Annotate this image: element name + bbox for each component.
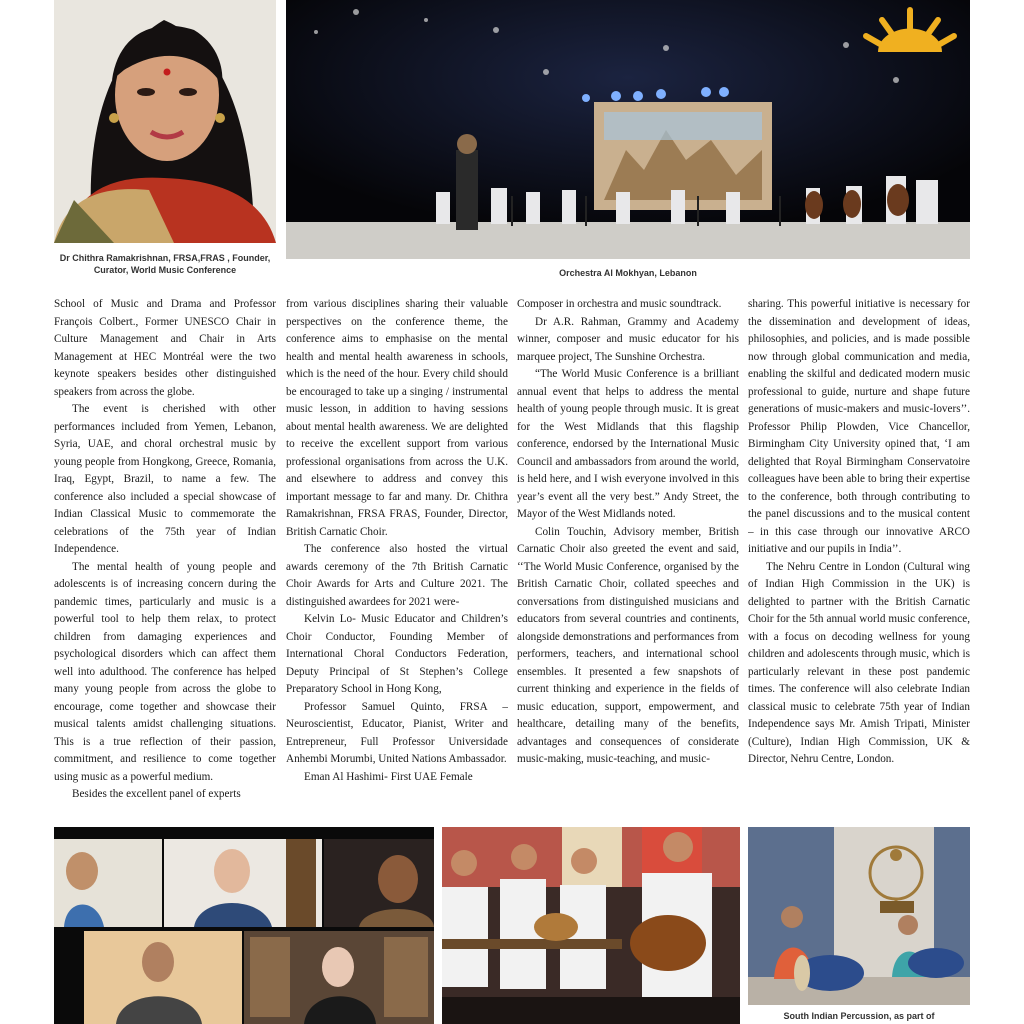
portrait-photo <box>54 0 276 243</box>
video-call-photo <box>54 827 434 1024</box>
article-paragraph: Besides the excellent panel of experts <box>72 788 241 800</box>
article-paragraph: Eman Al Hashimi- First UAE Female <box>304 770 473 783</box>
article-paragraph: Professor Samuel Quinto, FRSA – Neuroscientist, Educator, Pianist, Writer and Entrepreneur, Full Professor Universidade Anhembi Morumbi, United Nations Ambassador. <box>286 700 508 765</box>
orchestra-caption <box>286 268 970 280</box>
article-paragraph: from various disciplines sharing their valuable perspectives on the conference theme, the conference aims to emphasise on the mental health and mental health awareness in schools, which is the need of the hour. Every child should be encouraged to take up a singing / instrumental music lesson, in addition to having sessions about mental health awareness. We are delighted to receive the excellent support from various professional organisations from across the U.K. and elsewhere to address and convey this important message to far and many. Dr. Chithra Ramakrishnan, FRSA FRAS, Founder, Director, British Carnatic Choir. <box>286 298 508 538</box>
article-column-4 <box>748 296 970 816</box>
percussion-caption-text: South Indian Percussion, as part of <box>783 1011 935 1021</box>
percussion-photo <box>748 827 970 1005</box>
article-column-1 <box>54 296 276 816</box>
article-paragraph: Composer in orchestra and music soundtrack. <box>517 298 722 310</box>
orchestra-caption-text: Orchestra Al Mokhyan, Lebanon <box>559 268 697 278</box>
article-column-3 <box>517 296 739 816</box>
portrait-caption-text: Dr Chithra Ramakrishnan, FRSA,FRAS , Founder, Curator, World Music Conference <box>59 253 271 275</box>
article-paragraph: School of Music and Drama and Professor François Colbert., Former UNESCO Chair in Culture Management and Chair in Arts Management at HEC Montréal were the two keynote speakers besides other distinguished speakers from across the globe. <box>54 298 276 398</box>
article-paragraph: “The World Music Conference is a brilliant annual event that helps to address the mental health of young people through music. It is great for the West Midlands that this flagship conference, endorsed by the International Music Council and ambassadors from around the world, is held here, and I wish everyone involved in this year’s event all the very best.” Andy Street, the Mayor of the West Midlands noted. <box>517 368 739 520</box>
article-paragraph: The mental health of young people and adolescents is of increasing concern during the pandemic times, particularly and music is a powerful tool to help them relax, to protect children from damaging experiences and psychological disorders which can affect them well into adulthood. The conference has helped many young people from across the globe to encourage, come together and showcase their musical talents amidst challenging situations. This is a true reflection of their passion, commitment, and resilience to come together using music as a powerful medium. <box>54 560 276 783</box>
article-paragraph: The Nehru Centre in London (Cultural wing of Indian High Commission in the UK) is delighted to partner with the British Carnatic Choir for the 5th annual world music conference, with a focus on decoding wellness for young children and adolescents through music, which is particularly relevant in these post pandemic times. The conference will also celebrate Indian classical music to celebrate 75th year of Indian Independence says Mr. Amish Tripati, Minister (Culture), Indian High Commission, UK & Director, Nehru Centre, London. <box>748 560 970 765</box>
percussion-caption <box>748 1011 970 1023</box>
article-column-2 <box>286 296 508 816</box>
orchestra-photo <box>286 0 970 259</box>
portrait-caption <box>54 253 276 277</box>
article-paragraph: The event is cherished with other performances included from Yemen, Lebanon, Syria, UAE, and choral orchestral music by young people from Hongkong, Greece, Romania, Iraq, Egypt, Brazil, to name a few. The conference also included a special showcase of Indian Classical Music to commemorate the celebrations of the 75th year of Indian Independence. <box>54 403 276 555</box>
article-paragraph: Colin Touchin, Advisory member, British Carnatic Choir also greeted the event and said, ‘‘The World Music Conference, organised by the British Carnatic Choir, collated speeches and conversations from distinguished musicians and educators from several countries and continents, alongside demonstrations and performances from performers, teachers, and international school ensembles. It presented a few snapshots of current thinking and experience in the fields of music education, support, empowerment, and healthcare, detailing many of the benefits, advantages and consequences of considerate music-making, music-teaching, and music- <box>517 525 739 765</box>
article-paragraph: The conference also hosted the virtual awards ceremony of the 7th British Carnatic Choir Awards for Arts and Culture 2021. The distinguished awardees for 2021 were- <box>286 543 508 608</box>
article-paragraph: sharing. This powerful initiative is necessary for the dissemination and development of ideas, philosophies, and policies, and is made possible now through global communication and media, enabling the skilful and dedicated modern music professional to guide, nurture and shape future generations of music-makers and music-lovers’’. Professor Philip Plowden, Vice Chancellor, Birmingham City University opined that, ‘I am delighted that Royal Birmingham Conservatoire colleagues have been able to bring their expertise to the conference, both through contributing to the panel discussions and to the musical content – in this case through our innovative ARCO initiative and our pupils in India’’. <box>748 298 970 555</box>
article-paragraph: Dr A.R. Rahman, Grammy and Academy winner, composer and music educator for his marquee project, The Sunshine Orchestra. <box>517 315 739 363</box>
article-paragraph: Kelvin Lo- Music Educator and Children’s Choir Conductor, Founding Member of International Choral Conductors Federation, Deputy Principal of St Stephen’s College Preparatory School in Hong Kong, <box>286 613 508 695</box>
young-musicians-photo <box>442 827 740 1024</box>
